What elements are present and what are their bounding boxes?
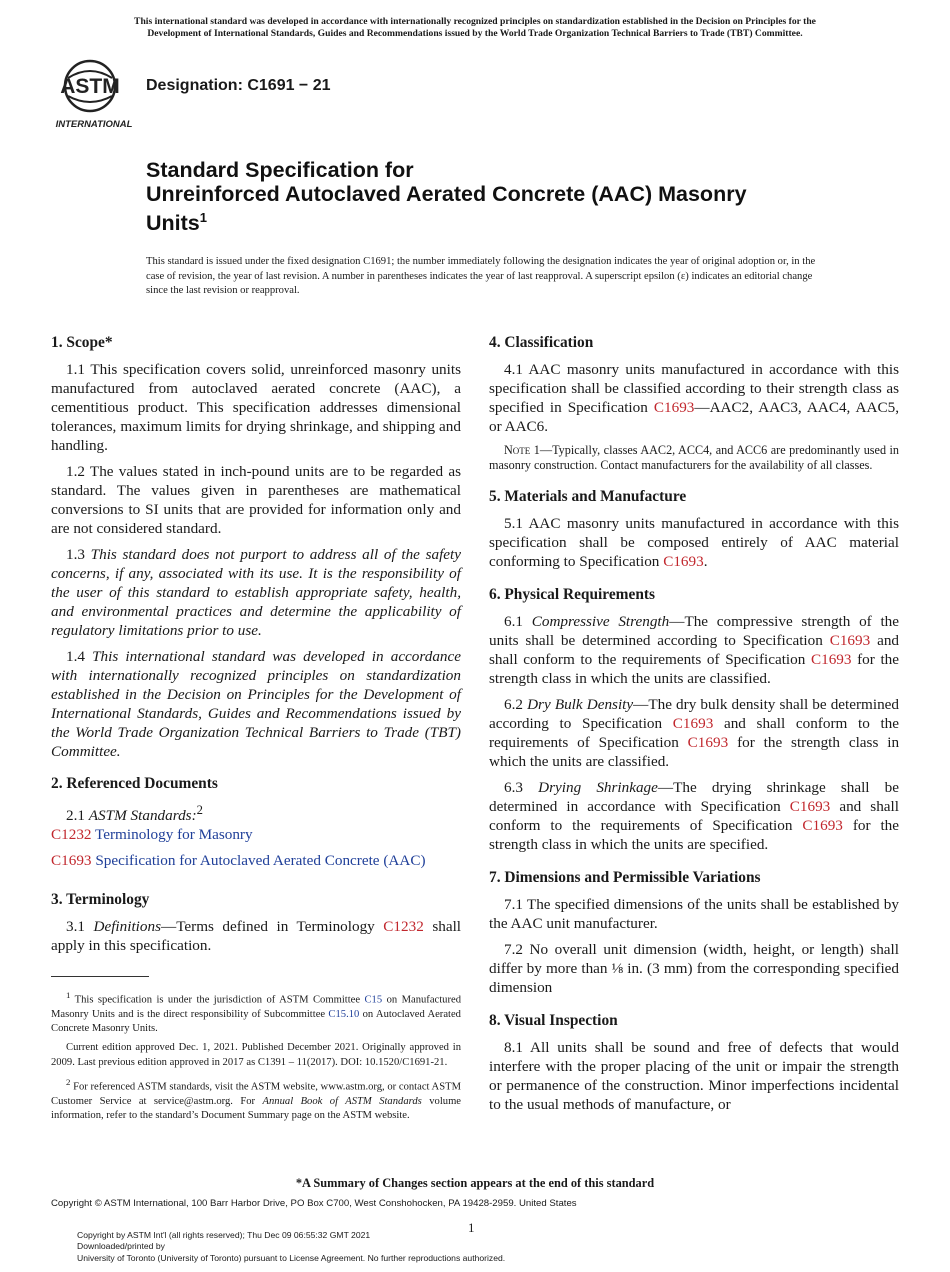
para-2-1-num: 2.1 [66, 807, 85, 825]
c1693-link[interactable]: C1693 [810, 651, 852, 668]
c15-10-link[interactable]: C15.10 [328, 1008, 360, 1020]
footnote-1 [51, 988, 461, 1036]
para-4-1 [489, 360, 899, 436]
para-6-2 [489, 695, 899, 771]
section-referenced-documents [51, 774, 461, 870]
astm-logo [52, 56, 136, 132]
astm-logo-icon [52, 56, 136, 132]
footnotes [51, 988, 461, 1128]
logo-text: ASTM [60, 75, 120, 98]
para-6-2-text-c: for the strength class in which the units are classified. [489, 734, 900, 770]
download-line2: Downloaded/printed by [77, 1241, 165, 1252]
page-number: 1 [468, 1220, 475, 1235]
para-6-3-text-a: —The drying shrinkage shall be determined in accordance with Specification [489, 779, 900, 815]
title-line2: Unreinforced Autoclaved Aerated Concrete (AAC) Masonry [146, 182, 747, 206]
ref-c1232-title-link[interactable]: Terminology for Masonry [95, 826, 253, 844]
c1693-link[interactable]: C1693 [687, 734, 729, 751]
para-5-1 [489, 514, 899, 571]
physical-heading: 6. Physical Requirements [489, 586, 656, 603]
para-6-1-label: Compressive Strength [531, 613, 670, 630]
footnote-2-marker: 2 [66, 1077, 71, 1088]
title-line1: Standard Specification for [146, 158, 414, 182]
para-8-1: 8.1 All units shall be sound and free of defects that would interfere with the proper placing of the unit or impair the strength or permanence of the construction. Minor imperfections incidental to the usual methods of manufacture, or [489, 1039, 899, 1113]
para-6-3-text-c: for the strength class in which the units are specified. [489, 817, 900, 853]
footnote-2-ref[interactable]: 2 [196, 803, 203, 817]
para-3-1-text-a: —Terms defined in Terminology [161, 918, 375, 936]
para-3-1 [51, 917, 461, 955]
para-7-2: 7.2 No overall unit dimension (width, height, or length) shall differ by more than ⅛ in. (3 mm) from the corresponding specified dimension [489, 941, 899, 996]
para-2-1 [51, 801, 461, 825]
note-1-label: Note 1 [504, 443, 540, 457]
c1693-link[interactable]: C1693 [789, 798, 831, 815]
para-6-2-label: Dry Bulk Density [527, 696, 634, 713]
c1232-link[interactable]: C1232 [383, 918, 424, 936]
logo-subtitle: INTERNATIONAL [55, 119, 133, 130]
ref-c1693-title-link[interactable]: Specification for Autoclaved Aerated Concrete (AAC) [95, 852, 426, 870]
ref-c1693-link[interactable]: C1693 [51, 852, 92, 870]
summary-of-changes-note: *A Summary of Changes section appears at the end of this standard [295, 1176, 655, 1190]
header-notice-line1: This international standard was developed in accordance with internationally recognized principles on standardization established in the Decision on Principles for the [134, 16, 816, 27]
section-visual-inspection [489, 1011, 899, 1114]
ref-c1232-link[interactable]: C1232 [51, 826, 92, 844]
note-1-text: —Typically, classes AAC2, ACC4, and ACC6 are predominantly used in masonry construction. Contact manufacturers for the availability of all classes. [489, 443, 900, 472]
para-6-1-text-b: and shall conform to the requirements of Specification [489, 632, 900, 668]
title-footnote-ref[interactable]: 1 [199, 210, 207, 225]
referenced-heading: 2. Referenced Documents [51, 775, 218, 792]
para-4-1-text-b: —AAC2, AAC3, AAC4, AAC5, or AAC6. [489, 399, 900, 435]
para-1-4-text: This international standard was developed in accordance with internationally recognized principles on standardization established in the Decision on Principles for the Development of International Standards, Guides and Recommendations issued by the World Trade Organization Technical Barriers to Trade (TBT) Committee. [51, 648, 462, 760]
section-scope [51, 333, 461, 761]
terminology-heading: 3. Terminology [51, 891, 150, 909]
visual-heading: 8. Visual Inspection [489, 1012, 618, 1029]
para-3-1-label: Definitions [93, 918, 161, 936]
para-1-3-text: This standard does not purport to address all of the safety concerns, if any, associated with its use. It is the responsibility of the user of this standard to establish appropriate safety, health, and environmental practices and determine the applicability of regulatory limitations prior to use. [51, 546, 462, 639]
para-3-1-text-b: shall apply in this specification. [51, 918, 462, 955]
dimensions-heading: 7. Dimensions and Permissible Variations [489, 869, 761, 886]
section-dimensions [489, 868, 899, 997]
footnote-divider [51, 976, 149, 977]
para-1-4-num: 1.4 [66, 648, 85, 665]
para-1-3-num: 1.3 [66, 546, 85, 563]
c1693-link[interactable]: C1693 [672, 715, 714, 732]
para-6-3 [489, 778, 899, 854]
footnote-2-text-b: volume information, refer to the standard’s Document Summary page on the ASTM website. [51, 1095, 462, 1122]
para-6-3-label: Drying Shrinkage [538, 779, 658, 796]
para-7-1: 7.1 The specified dimensions of the units shall be established by the AAC unit manufacturer. [489, 896, 899, 932]
footnote-2-italic: Annual Book of ASTM Standards [262, 1095, 422, 1107]
para-6-2-text-b: and shall conform to the requirements of Specification [489, 715, 899, 751]
section-physical-requirements [489, 585, 899, 854]
header-notice-line2: Development of International Standards, Guides and Recommendations issued by the World Trade Organization Technical Barriers to Trade (TBT) Committee. [147, 28, 803, 39]
scope-heading: 1. Scope* [51, 334, 113, 351]
footnote-1-marker: 1 [66, 990, 71, 1000]
copyright-line: Copyright © ASTM International, 100 Barr Harbor Drive, PO Box C700, West Conshohocken, PA 19428-2959. United States [51, 1198, 577, 1209]
footnote-1-text-a: This specification is under the jurisdiction of ASTM Committee [74, 994, 361, 1006]
header-notice [40, 16, 910, 40]
para-3-1-num: 3.1 [66, 918, 85, 936]
para-6-2-text-a: —The dry bulk density shall be determined according to Specification [489, 696, 900, 732]
download-line1: Copyright by ASTM Int'l (all rights reserved); Thu Dec 09 06:55:32 GMT 2021 [77, 1230, 371, 1240]
ref-item-c1232 [51, 825, 461, 844]
designation: Designation: C1691 − 21 [146, 77, 331, 94]
download-line3: University of Toronto (University of Toronto) pursuant to License Agreement. No further reproductions authorized. [77, 1252, 506, 1263]
para-6-1 [489, 612, 899, 688]
para-5-1-text-a: 5.1 AAC masonry units manufactured in accordance with this specification shall be composed entirely of AAC material conforming to Specification [489, 515, 899, 570]
title-line3-text: Units [146, 211, 200, 236]
para-6-1-num: 6.1 [504, 613, 523, 630]
c1693-link[interactable]: C1693 [663, 553, 704, 570]
para-6-1-text-a: —The compressive strength of the units shall be determined according to Specification [489, 613, 900, 649]
section-classification [489, 333, 899, 473]
footnote-2 [51, 1075, 461, 1123]
para-6-3-text-b: and shall conform to the requirements of Specification [489, 798, 899, 834]
classification-heading: 4. Classification [489, 334, 594, 351]
para-6-1-text-c: for the strength class in which the units are classified. [489, 651, 900, 687]
title-line3 [146, 206, 846, 235]
c1693-link[interactable]: C1693 [653, 399, 695, 416]
c15-link[interactable]: C15 [364, 994, 383, 1006]
para-5-1-text-b: . [703, 553, 708, 570]
footnote-1-text-b: on Manufactured Masonry Units and is the direct responsibility of Subcommittee [51, 994, 461, 1020]
download-notice [77, 1230, 505, 1264]
c1693-link[interactable]: C1693 [802, 817, 843, 834]
left-column [51, 333, 461, 975]
c1693-link[interactable]: C1693 [829, 632, 871, 649]
footnote-2-text-a: For referenced ASTM standards, visit the ASTM website, www.astm.org, or contact ASTM Customer Service at service@astm.org. For [51, 1081, 461, 1107]
para-6-3-num: 6.3 [504, 779, 523, 796]
footnote-current-edition: Current edition approved Dec. 1, 2021. Published December 2021. Originally approved in 2009. Last previous edition approved in 2017 as C1391 – 11(2017). DOI: 10.1520/C1691-21. [51, 1042, 461, 1068]
materials-heading: 5. Materials and Manufacture [489, 488, 687, 505]
section-materials [489, 487, 899, 571]
issue-note: This standard is issued under the fixed designation C1691; the number immediately following the designation indicates the year of original adoption or, in the case of revision, the year of last revision. A number in parentheses indicates the year of last reapproval. A superscript epsilon (ε) indicates an editorial change since the last revision or reapproval. [146, 256, 816, 297]
right-column [489, 333, 899, 1134]
footnote-1-text-c: on Autoclaved Aerated Concrete Masonry Units. [51, 1008, 461, 1035]
section-terminology [51, 890, 461, 955]
para-1-1: 1.1 This specification covers solid, unreinforced masonry units manufactured from autoclaved aerated concrete (AAC), a cementitious product. This specification addresses dimensional tolerances, maximum limits for drying shrinkage, and shipping and handling. [51, 361, 461, 454]
note-1 [489, 443, 899, 473]
para-1-4 [51, 647, 461, 761]
para-4-1-text-a: 4.1 AAC masonry units manufactured in accordance with this specification shall be classified according to their strength class as specified in Specification [489, 361, 899, 416]
para-1-2: 1.2 The values stated in inch-pound units are to be regarded as standard. The values given in parentheses are mathematical conversions to SI units that are provided for information only and are not considered standard. [51, 463, 461, 537]
para-2-1-label: ASTM Standards: [88, 807, 197, 825]
ref-item-c1693 [51, 851, 461, 870]
para-1-3 [51, 545, 461, 640]
para-6-2-num: 6.2 [504, 696, 523, 713]
page-title [146, 158, 846, 235]
